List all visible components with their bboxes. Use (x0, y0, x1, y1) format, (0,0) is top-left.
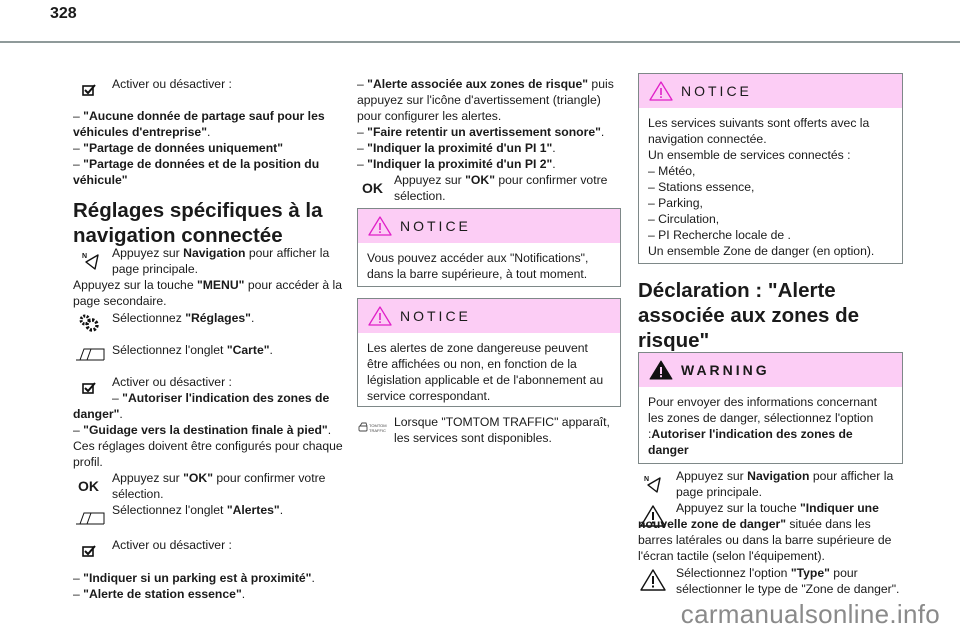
notice-line: – Stations essence, (648, 180, 755, 194)
toggle-label: Activer ou désactiver : (112, 538, 232, 552)
list-item: – "Guidage vers la destination finale à pied". (73, 423, 332, 437)
svg-text:N: N (82, 253, 88, 260)
ok-icon: OK (362, 180, 383, 196)
warning-triangle-icon (649, 360, 673, 384)
notice-line: – Météo, (648, 164, 696, 178)
warning-title: WARNING (681, 362, 770, 378)
sharing-options-list (73, 108, 338, 188)
tab-icon (75, 509, 105, 525)
list-item: – "Partage de données uniquement" (73, 141, 283, 155)
notice-line: Un ensemble de services connectés : (648, 148, 851, 162)
list-item: – "Alerte de station essence". (73, 587, 246, 601)
navigation-icon (80, 250, 100, 270)
nav-step-text: Appuyez sur Navigation pour afficher la page principale. (112, 246, 330, 276)
menu-step-text: Appuyez sur la touche "MENU" pour accéder à la page secondaire. (73, 278, 342, 308)
list-item: – "Autoriser l'indication des zones de danger". (73, 391, 330, 421)
notice-body (639, 108, 902, 265)
notice-body: Les alertes de zone dangereuse peuvent être affichées ou non, en fonction de la législation applicable et de l'abonnement au service correspondant. (367, 341, 604, 403)
tab-icon (75, 345, 105, 361)
notice-line: – PI Recherche locale de . (648, 228, 791, 242)
notice-header (639, 74, 902, 108)
list-item: – "Partage de données et de la position du véhicule" (73, 157, 320, 187)
svg-text:TRAFFIC: TRAFFIC (369, 428, 386, 433)
warning-triangle-icon (368, 306, 392, 330)
section-heading: Réglages spécifiques à la navigation connectée (73, 199, 323, 247)
tomtom-traffic-icon (358, 422, 388, 434)
warning-header (639, 353, 902, 387)
type-step-text: Sélectionnez l'option "Type" pour sélectionner le type de "Zone de danger". (676, 566, 900, 596)
toggle-label: Activer ou désactiver : (112, 77, 232, 91)
navigation-icon (642, 473, 662, 493)
ok-step-text: Appuyez sur "OK" pour confirmer votre sélection. (112, 471, 326, 501)
notice-header (358, 299, 620, 333)
toggle2-options (73, 390, 343, 470)
ok-step-text: Appuyez sur "OK" pour confirmer votre sélection. (394, 173, 608, 203)
list-item: – "Indiquer la proximité d'un PI 1". (357, 141, 556, 155)
notice-box (357, 208, 621, 287)
notice-line: – Parking, (648, 196, 703, 210)
checkbox-icon (82, 545, 96, 558)
warning-box (638, 352, 903, 464)
notice-title: NOTICE (400, 308, 471, 324)
notice-line: – Circulation, (648, 212, 720, 226)
list-item: – "Aucune donnée de partage sauf pour les véhicules d'entreprise". (73, 109, 325, 139)
danger-step-text-full: Appuyez sur la touche "Indiquer une nouvelle zone de danger" située dans les barres latérales ou dans la barre supérieure de l'écran tactile (selon l'équipement). (638, 501, 892, 563)
nav-step-text: Appuyez sur Navigation pour afficher la page principale. (676, 469, 894, 499)
warning-triangle-icon (649, 81, 673, 105)
list-item: – "Faire retentir un avertissement sonore". (357, 125, 605, 139)
checkbox-icon (82, 84, 96, 97)
settings-step-text: Sélectionnez "Réglages". (112, 311, 255, 325)
notice-box (357, 298, 621, 407)
notice-box (638, 73, 903, 264)
notice-body: Vous pouvez accéder aux "Notifications", dans la barre supérieure, à tout moment. (367, 251, 589, 281)
svg-text:N: N (644, 476, 650, 483)
list-item: – "Alerte associée aux zones de risque" puis appuyez sur l'icône d'avertissement (triangle) pour configurer les alertes. (357, 77, 614, 123)
gear-icon (78, 313, 100, 333)
header-rule (0, 41, 960, 43)
map-tab-step-text: Sélectionnez l'onglet "Carte". (112, 343, 273, 357)
alert-options-list (357, 76, 622, 172)
warning-triangle-icon (640, 569, 666, 591)
profile-note: Ces réglages doivent être configurés pour chaque profil. (73, 439, 343, 469)
list-item: – "Indiquer si un parking est à proximité". (73, 571, 315, 585)
notice-header (358, 209, 620, 243)
alerts-tab-step-text: Sélectionnez l'onglet "Alertes". (112, 503, 284, 517)
warning-triangle-icon (368, 216, 392, 240)
notice-title: NOTICE (400, 218, 471, 234)
notice-title: NOTICE (681, 83, 752, 99)
notice-line: Les services suivants sont offerts avec la navigation connectée. (648, 116, 870, 146)
ok-icon: OK (78, 478, 99, 494)
tomtom-text: Lorsque "TOMTOM TRAFFIC" apparaît, les services sont disponibles. (394, 415, 610, 445)
warning-body: Pour envoyer des informations concernant les zones de danger, sélectionnez l'option :Autoriser l'indication des zones de danger (648, 395, 877, 457)
list-item: – "Indiquer la proximité d'un PI 2". (357, 157, 556, 171)
notice-line: Un ensemble Zone de danger (en option). (648, 244, 875, 258)
page-number: 328 (50, 5, 77, 22)
toggle3-options (73, 570, 343, 602)
watermark: carmanualsonline.info (680, 599, 940, 629)
svg-text:TOMTOM: TOMTOM (369, 423, 387, 428)
section-heading: Déclaration : "Alerte associée aux zones de risque" (638, 279, 860, 352)
toggle-label: Activer ou désactiver : (112, 375, 232, 389)
